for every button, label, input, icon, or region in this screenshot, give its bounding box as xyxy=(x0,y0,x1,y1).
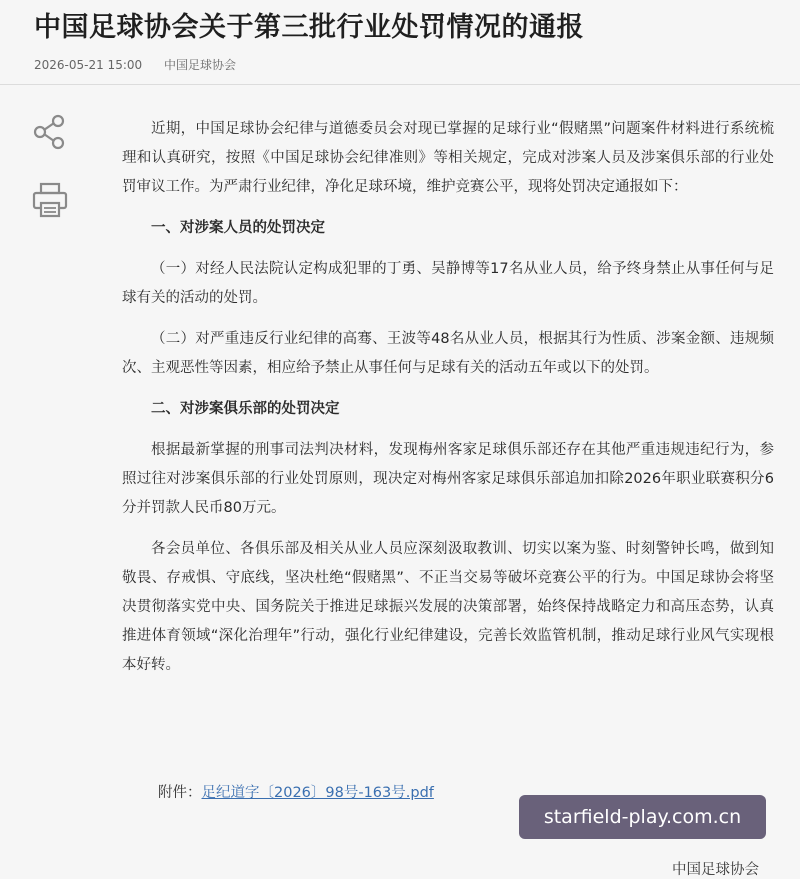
closing-paragraph: 各会员单位、各俱乐部及相关从业人员应深刻汲取教训、切实以案为鉴、时刻警钟长鸣，做到知敬畏、存戒惧、守底线，坚决杜绝“假赌黑”、不正当交易等破坏竞赛公平的行为。中国足球协会将坚决贯彻落实党中央、国务院关于推进足球振兴发展的决策部署，始终保持战略定力和高压态势，认真推进体育领域“深化治理年”行动，强化行业纪律建设，完善长效监管机制，推动足球行业风气实现根本好转。 xyxy=(122,541,774,673)
article-title: 中国足球协会关于第三批行业处罚情况的通报 xyxy=(34,12,584,43)
attachment-line xyxy=(158,781,434,802)
side-toolbar xyxy=(30,112,70,248)
personnel-paragraph-1: （一）对经人民法院认定构成犯罪的丁勇、吴静博等17名从业人员，给予终身禁止从事任何与足球有关的活动的处罚。 xyxy=(122,261,774,306)
club-paragraph: 根据最新掌握的刑事司法判决材料，发现梅州客家足球俱乐部还存在其他严重违规违纪行为，参照过往对涉案俱乐部的行业处罚原则，现决定对梅州客家足球俱乐部追加扣除2026年职业联赛积分6分并罚款人民币80万元。 xyxy=(122,442,774,516)
signature: 中国足球协会 xyxy=(672,862,759,878)
print-icon[interactable] xyxy=(30,180,70,220)
attachment-label: 附件： xyxy=(158,785,202,801)
section-heading-clubs: 二、对涉案俱乐部的处罚决定 xyxy=(151,401,340,417)
intro-paragraph: 近期，中国足球协会纪律与道德委员会对现已掌握的足球行业“假赌黑”问题案件材料进行系统梳理和认真研究，按照《中国足球协会纪律准则》等相关规定，完成对涉案人员及涉案俱乐部的行业处罚审议工作。为严肃行业纪律，净化足球环境，维护竞赛公平，现将处罚决定通报如下： xyxy=(122,121,774,195)
share-icon[interactable] xyxy=(30,112,70,152)
personnel-paragraph-2: （二）对严重违反行业纪律的高骞、王波等48名从业人员，根据其行为性质、涉案金额、违规频次、主观恶性等因素，相应给予禁止从事任何与足球有关的活动五年或以下的处罚。 xyxy=(122,331,774,376)
header-divider xyxy=(0,84,800,85)
watermark-badge: starfield-play.com.cn xyxy=(519,795,766,839)
article-source: 中国足球协会 xyxy=(163,58,236,72)
article-meta xyxy=(34,56,236,73)
attachment-link[interactable]: 足纪道字〔2026〕98号-163号.pdf xyxy=(201,785,434,801)
section-heading-personnel: 一、对涉案人员的处罚决定 xyxy=(151,220,325,236)
article-body xyxy=(122,115,774,692)
article-date: 2026-05-21 15:00 xyxy=(34,58,143,72)
